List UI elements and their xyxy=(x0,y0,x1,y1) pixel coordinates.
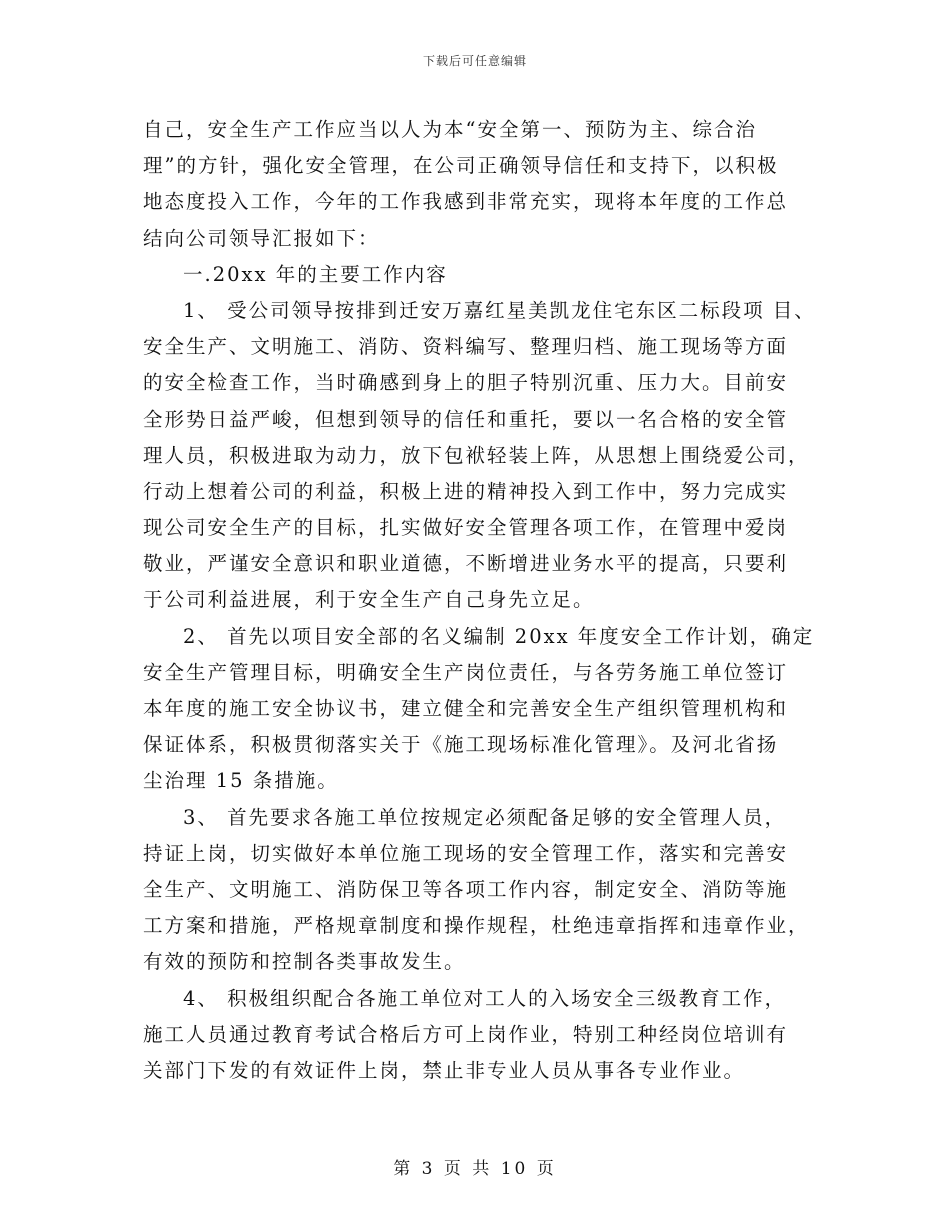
document-line: 的安全检查工作，当时确感到身上的胆子特别沉重、压力大。目前安 xyxy=(143,371,789,395)
document-line: 4、 积极组织配合各施工单位对工人的入场安全三级教育工作， xyxy=(183,986,787,1010)
document-line: 安全生产管理目标，明确安全生产岗位责任，与各劳务施工单位签订 xyxy=(143,660,789,684)
document-line: 行动上想着公司的利益，积极上进的精神投入到工作中，努力完成实 xyxy=(143,479,789,503)
document-line: 结向公司领导汇报如下： xyxy=(143,226,380,250)
document-line: 施工人员通过教育考试合格后方可上岗作业，特别工种经岗位培训有 xyxy=(143,1022,789,1046)
document-line: 敬业，严谨安全意识和职业道德，不断增进业务水平的提高，只要利 xyxy=(143,552,789,576)
document-line: 安全生产、文明施工、消防、资料编写、整理归档、施工现场等方面 xyxy=(143,335,789,359)
document-line: 现公司安全生产的目标，扎实做好安全管理各项工作，在管理中爱岗 xyxy=(143,516,789,540)
document-line: 工方案和措施，严格规章制度和操作规程，杜绝违章指挥和违章作业， xyxy=(143,914,810,938)
document-line: 自己，安全生产工作应当以人为本“安全第一、预防为主、综合治 xyxy=(143,118,757,141)
document-line: 3、 首先要求各施工单位按规定必须配备足够的安全管理人员， xyxy=(183,805,787,829)
document-line: 全形势日益严峻，但想到领导的信任和重托，要以一名合格的安全管 xyxy=(143,407,789,431)
document-line: 于公司利益进展，利于安全生产自己身先立足。 xyxy=(143,588,595,612)
document-line: 尘治理 15 条措施。 xyxy=(143,769,339,793)
document-line: 一.20xx 年的主要工作内容 xyxy=(183,262,448,286)
document-line: 全生产、文明施工、消防保卫等各项工作内容，制定安全、消防等施 xyxy=(143,877,789,901)
page-header-note: 下载后可任意编辑 xyxy=(422,54,527,68)
document-line: 2、 首先以项目安全部的名义编制 20xx 年度安全工作计划，确定 xyxy=(183,624,815,648)
document-line: 理”的方针，强化安全管理，在公司正确领导信任和支持下，以积极 xyxy=(143,154,779,178)
document-line: 地态度投入工作，今年的工作我感到非常充实，现将本年度的工作总 xyxy=(143,190,789,214)
page-number-footer: 第 3 页 共 10 页 xyxy=(393,1159,557,1179)
document-line: 保证体系，积极贯彻落实关于《施工现场标准化管理》。及河北省扬 xyxy=(143,733,779,757)
document-line: 理人员，积极进取为动力，放下包袱轻装上阵，从思想上围绕爱公司， xyxy=(143,443,810,467)
document-body xyxy=(143,112,833,1089)
document-line: 持证上岗，切实做好本单位施工现场的安全管理工作，落实和完善安 xyxy=(143,841,789,865)
document-line: 本年度的施工安全协议书，建立健全和完善安全生产组织管理机构和 xyxy=(143,697,789,720)
document-line: 关部门下发的有效证件上岗，禁止非专业人员从事各专业作业。 xyxy=(143,1058,746,1082)
document-line: 1、 受公司领导按排到迁安万嘉红星美凯龙住宅东区二标段项 目、 xyxy=(183,298,816,322)
document-line: 有效的预防和控制各类事故发生。 xyxy=(143,950,466,974)
